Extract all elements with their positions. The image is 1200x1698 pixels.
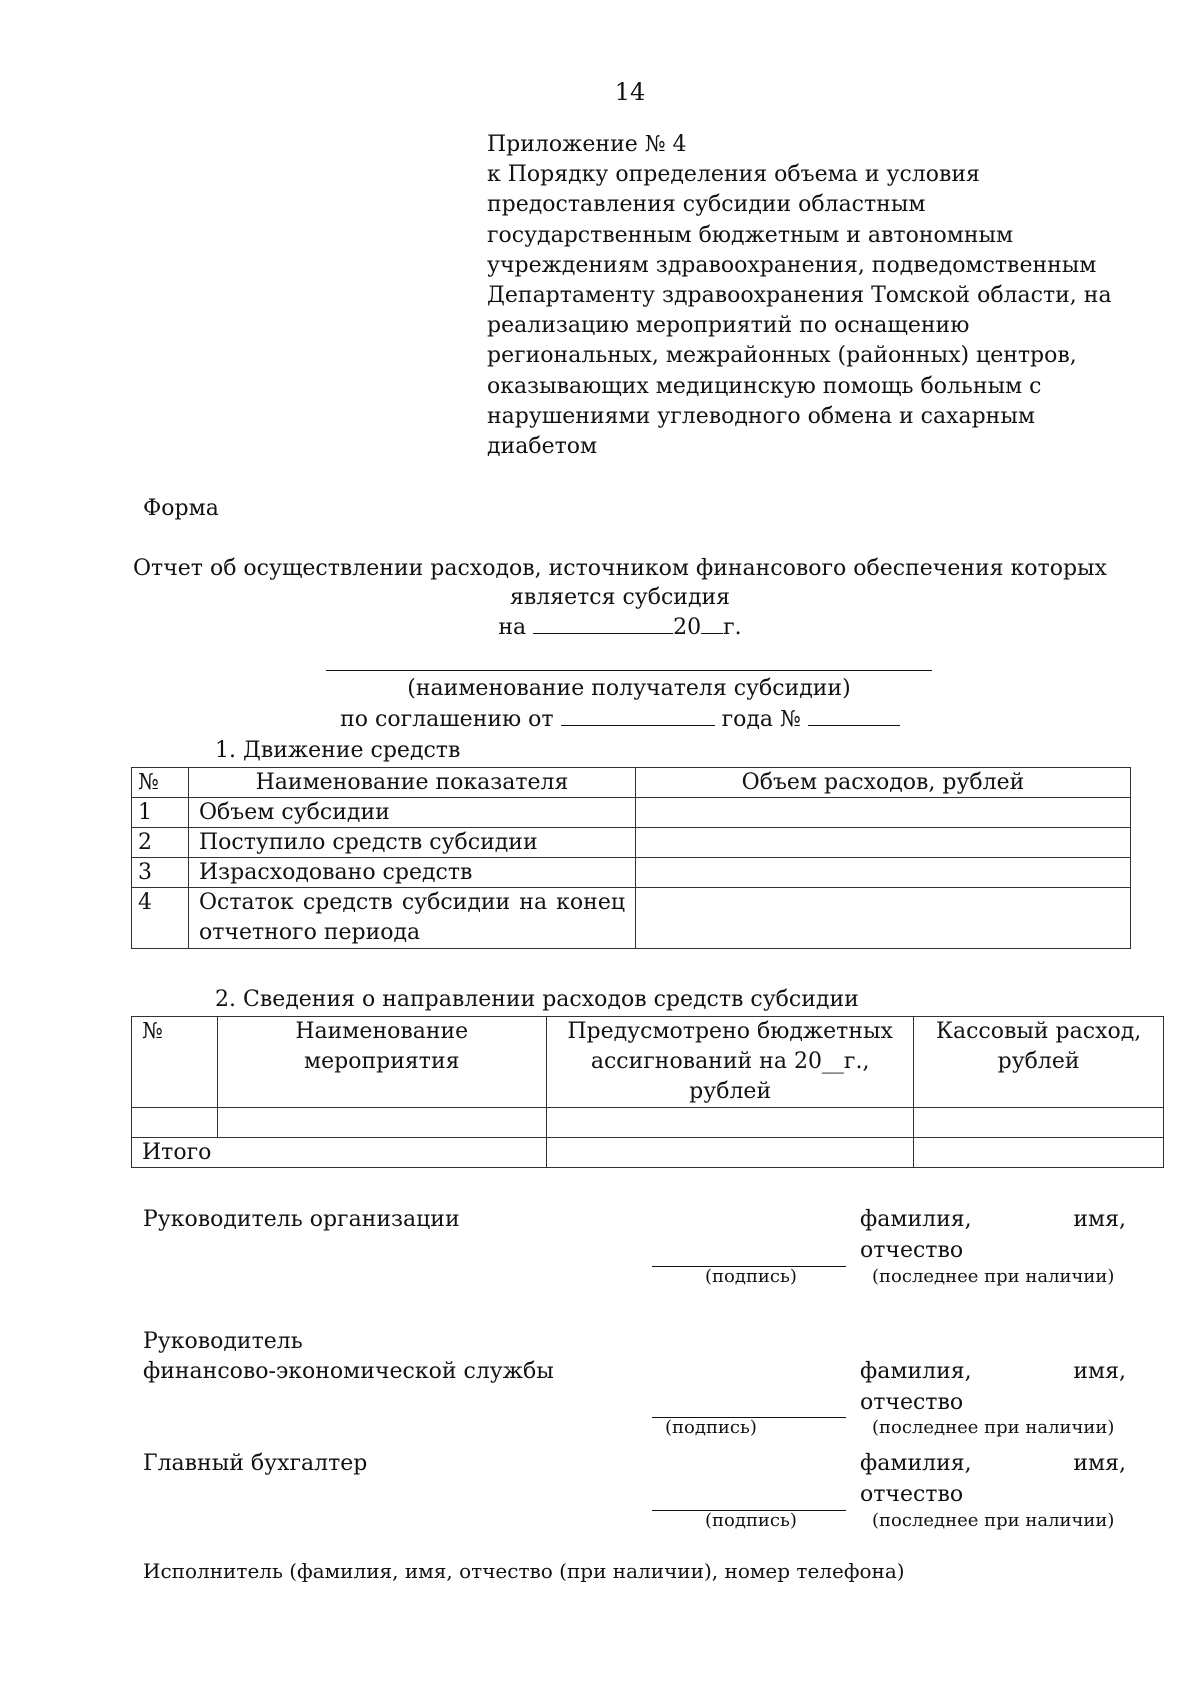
row-num: 2 — [132, 828, 189, 858]
agreement-middle: года № — [721, 707, 801, 732]
fio-word: отчество — [860, 1482, 964, 1507]
executor-line: Исполнитель (фамилия, имя, отчество (при наличии), номер телефона) — [143, 1559, 905, 1583]
row-name: Израсходовано средств — [189, 858, 636, 888]
annex-line: диабетом — [487, 434, 598, 460]
annex-line: к Порядку определения объема и условия — [487, 162, 980, 188]
page-number: 14 — [614, 78, 646, 106]
fio-word: фамилия, — [860, 1207, 972, 1232]
table-row — [132, 828, 1131, 858]
date-suffix: г. — [723, 615, 742, 640]
row-num: 4 — [132, 888, 189, 949]
head-fin-label-line1: Руководитель — [143, 1329, 303, 1354]
annex-line: реализацию мероприятий по оснащению — [487, 313, 970, 339]
annex-line: учреждениям здравоохранения, подведомственным — [487, 252, 1097, 278]
date-year: 20 — [673, 615, 702, 640]
row-name: Объем субсидии — [189, 798, 636, 828]
fio-caption: (последнее при наличии) — [872, 1266, 1115, 1287]
signature-caption: (подпись) — [665, 1417, 757, 1438]
annex-line: предоставления субсидии областным — [487, 192, 926, 218]
total-cash-cell[interactable] — [914, 1138, 1164, 1168]
empty-cell[interactable] — [217, 1108, 547, 1138]
row-num: 1 — [132, 798, 189, 828]
year-blank[interactable] — [701, 615, 723, 634]
row-name: Остаток средств субсидии на конец отчетного периода — [189, 888, 636, 949]
signature-caption: (подпись) — [705, 1266, 797, 1287]
row-name: Поступило средств субсидии — [189, 828, 636, 858]
row-amount-cell[interactable] — [636, 858, 1131, 888]
fio-block — [860, 1204, 1126, 1266]
row-amount-cell[interactable] — [636, 828, 1131, 858]
annex-line: Приложение № 4 — [487, 132, 687, 157]
col-header-num: № — [132, 768, 189, 798]
report-title-line2: является субсидия — [509, 585, 731, 610]
total-label: Итого — [132, 1138, 547, 1168]
fio-word: фамилия, — [860, 1359, 972, 1384]
row-num: 3 — [132, 858, 189, 888]
head-fin-label-line2: финансово-экономической службы — [143, 1359, 554, 1384]
annex-line: региональных, межрайонных (районных) центров, — [487, 343, 1077, 369]
chief-accountant-label: Главный бухгалтер — [143, 1451, 368, 1476]
col-header-cash-expense: Кассовый расход, рублей — [914, 1017, 1164, 1108]
fio-caption: (последнее при наличии) — [872, 1417, 1115, 1438]
head-org-label: Руководитель организации — [143, 1207, 460, 1232]
fio-block — [860, 1356, 1126, 1418]
annex-line: нарушениями углеводного обмена и сахарным — [487, 403, 1035, 429]
empty-cell[interactable] — [914, 1108, 1164, 1138]
total-row — [132, 1138, 1164, 1168]
table-row — [132, 798, 1131, 828]
agreement-prefix: по соглашению от — [340, 707, 554, 732]
report-title-line1: Отчет об осуществлении расходов, источником финансового обеспечения которых — [133, 556, 1107, 581]
annex-header — [487, 130, 1112, 462]
fio-word: имя, — [1073, 1451, 1126, 1476]
fio-caption: (последнее при наличии) — [872, 1510, 1115, 1531]
row-amount-cell[interactable] — [636, 888, 1131, 949]
signature-caption: (подпись) — [705, 1510, 797, 1531]
fio-word: отчество — [860, 1238, 964, 1263]
col-header-amount: Объем расходов, рублей — [636, 768, 1131, 798]
date-prefix: на — [498, 615, 527, 640]
table-header-row — [132, 768, 1131, 798]
section2-title: 2. Сведения о направлении расходов средств субсидии — [215, 987, 859, 1012]
recipient-name-line[interactable] — [326, 670, 932, 671]
table-row — [132, 858, 1131, 888]
fio-word: имя, — [1073, 1207, 1126, 1232]
agreement-date-blank[interactable] — [561, 707, 715, 726]
fio-block — [860, 1448, 1126, 1510]
col-header-budget: Предусмотрено бюджетных ассигнований на 20__г., рублей — [547, 1017, 914, 1108]
funds-movement-table — [131, 767, 1131, 949]
recipient-caption: (наименование получателя субсидии) — [407, 676, 851, 701]
table-row — [132, 888, 1131, 949]
total-budget-cell[interactable] — [547, 1138, 914, 1168]
form-label: Форма — [143, 496, 219, 521]
empty-cell[interactable] — [547, 1108, 914, 1138]
report-date-line — [120, 613, 1120, 642]
empty-cell[interactable] — [132, 1108, 218, 1138]
agreement-number-blank[interactable] — [808, 707, 900, 726]
section1-title: 1. Движение средств — [215, 738, 461, 763]
annex-line: Департаменту здравоохранения Томской области, на — [487, 283, 1112, 309]
fio-word: отчество — [860, 1390, 964, 1415]
row-amount-cell[interactable] — [636, 798, 1131, 828]
annex-line: государственным бюджетным и автономным — [487, 222, 1014, 248]
expenses-direction-table — [131, 1016, 1164, 1168]
fio-word: фамилия, — [860, 1451, 972, 1476]
annex-line: оказывающих медицинскую помощь больным с — [487, 373, 1042, 399]
table-row — [132, 1108, 1164, 1138]
col-header-indicator: Наименование показателя — [189, 768, 636, 798]
table-header-row — [132, 1017, 1164, 1108]
col-header-num: № — [132, 1017, 218, 1108]
col-header-activity: Наименование мероприятия — [217, 1017, 547, 1108]
agreement-line — [120, 707, 1120, 732]
fio-word: имя, — [1073, 1359, 1126, 1384]
date-blank[interactable] — [533, 615, 673, 634]
